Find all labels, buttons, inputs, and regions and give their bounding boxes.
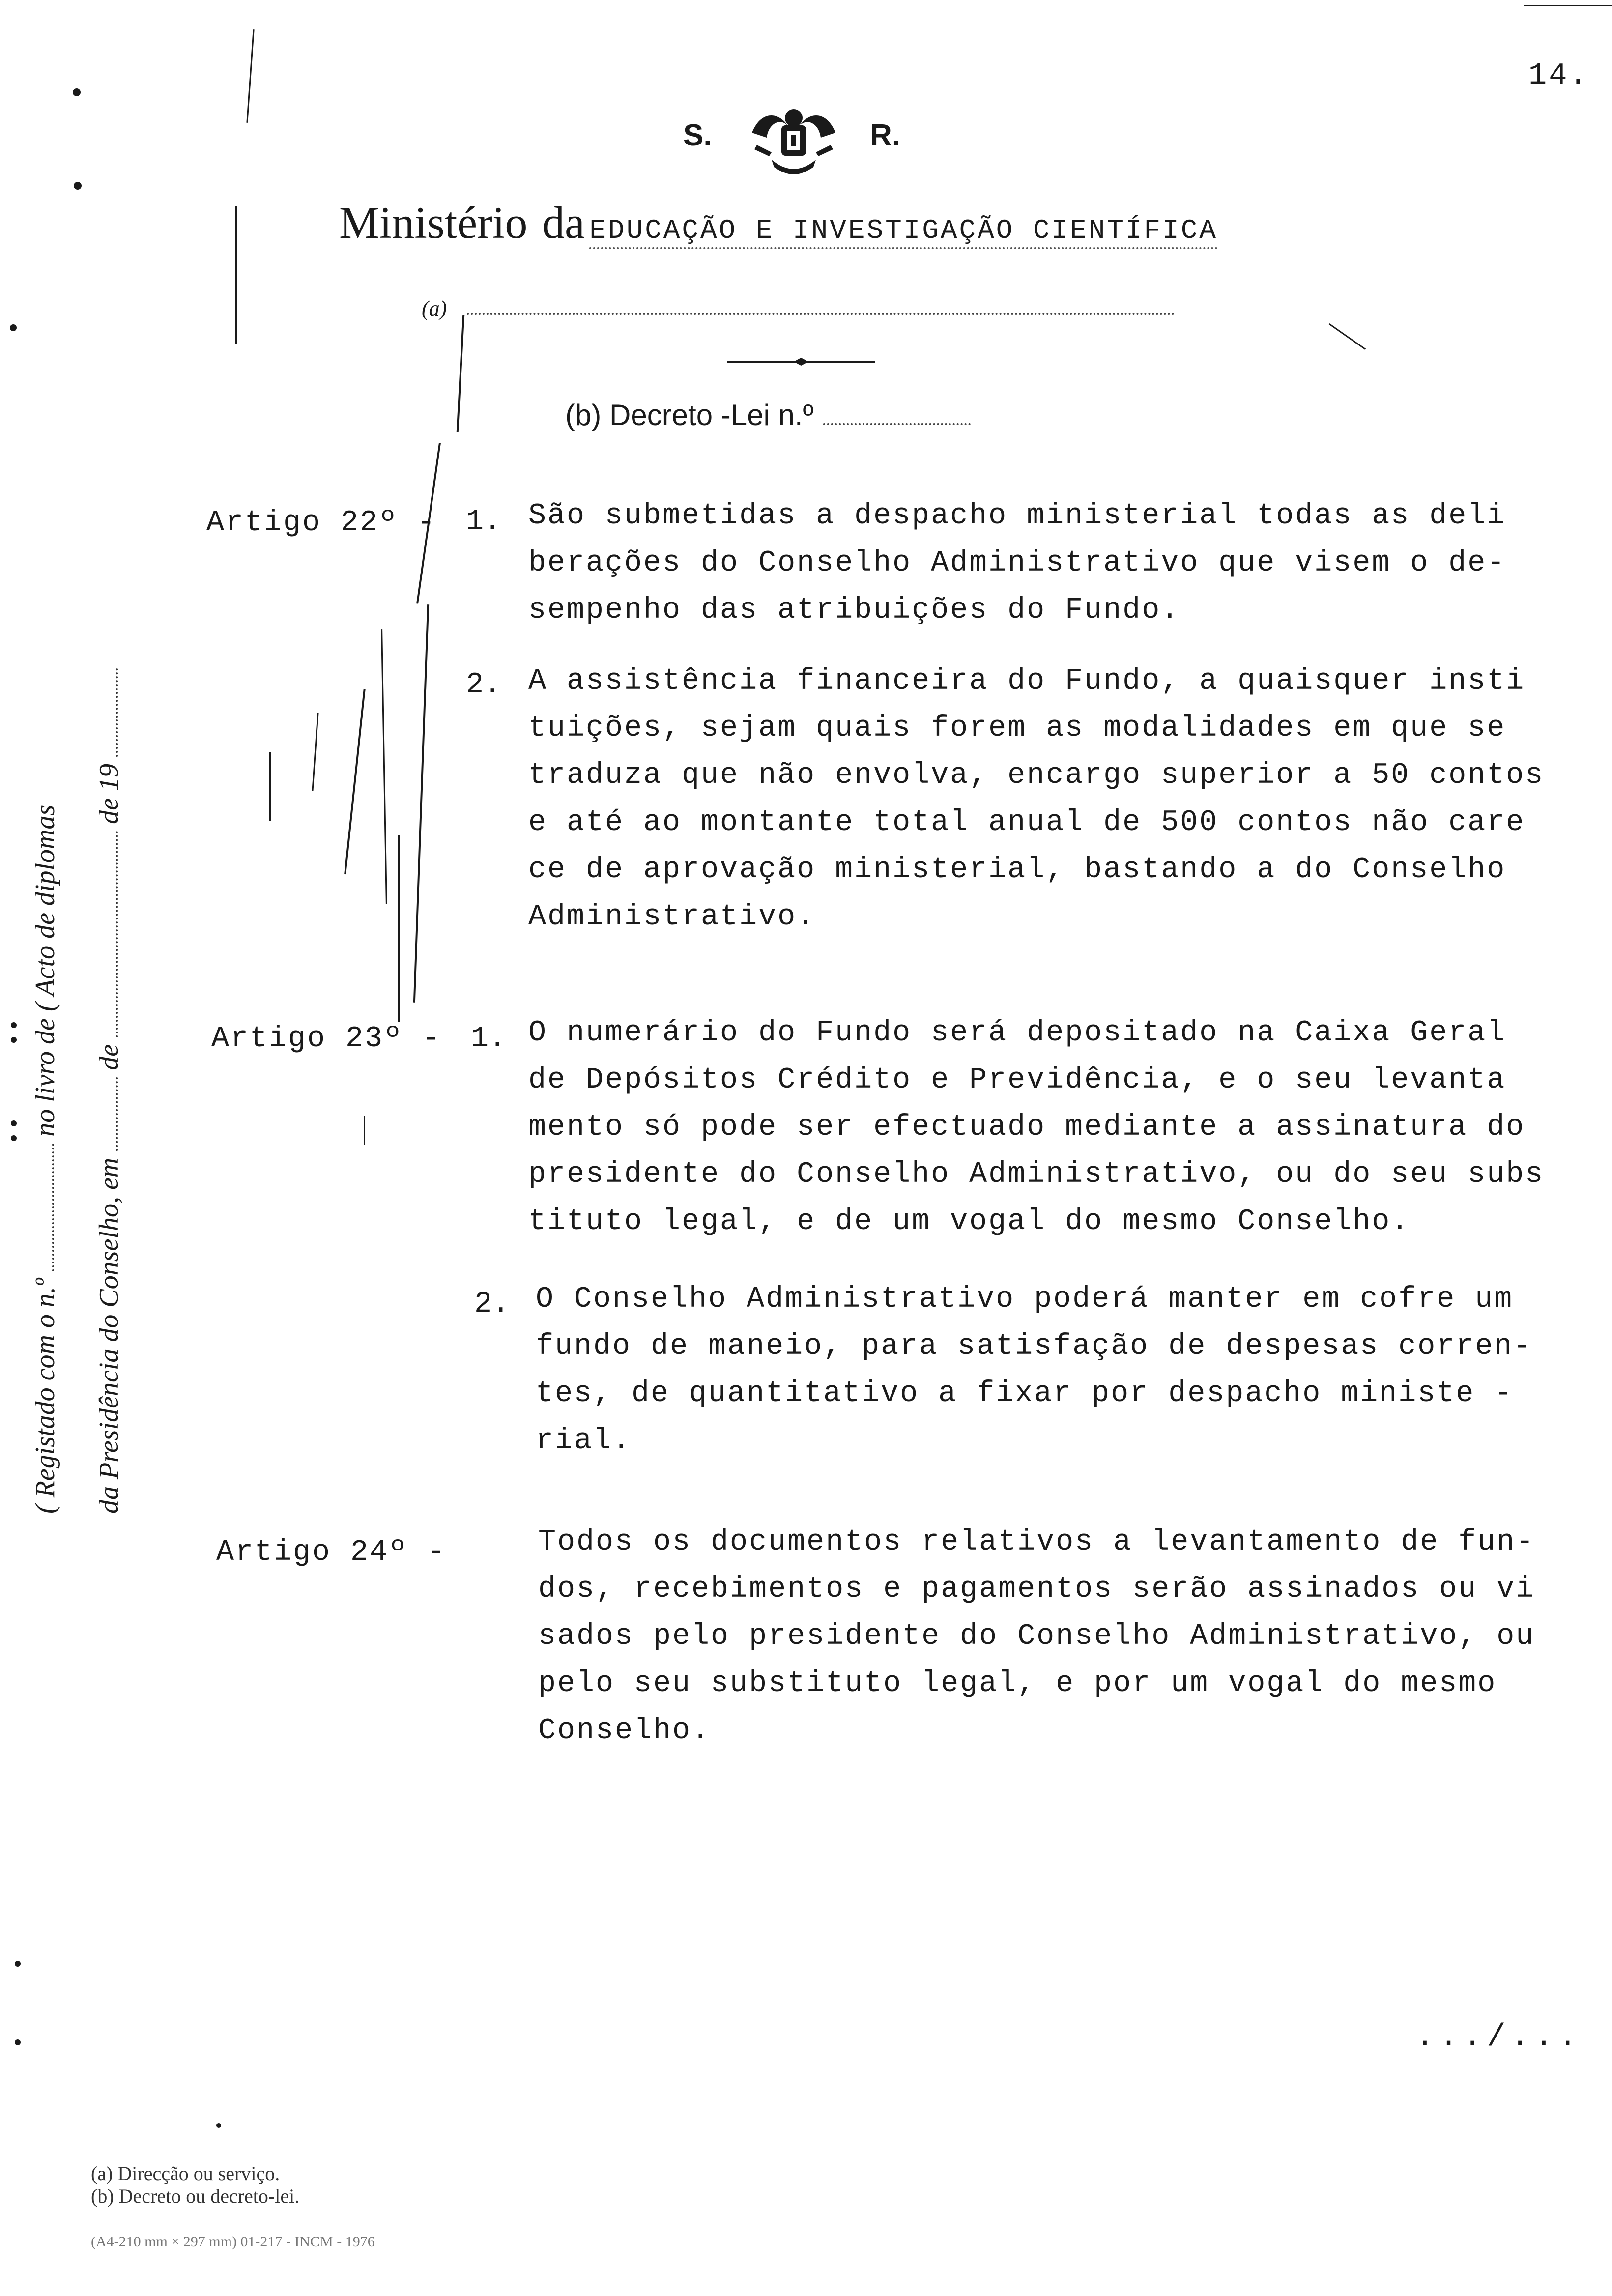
text-line: tes, de quantitativo a fixar por despacho ministe -	[536, 1377, 1514, 1410]
registration-margin	[29, 580, 177, 1514]
text-line: O Conselho Administrativo poderá manter em cofre um	[536, 1283, 1514, 1316]
text-line: tuições, sejam quais forem as modalidades em que se	[528, 712, 1506, 745]
text-line: Conselho.	[538, 1714, 711, 1748]
scan-mark	[235, 206, 237, 344]
text-line: e até ao montante total anual de 500 contos não care	[528, 806, 1526, 839]
scan-speck	[216, 2123, 221, 2128]
pen-mark	[344, 689, 366, 874]
page-number: 14.	[1528, 58, 1589, 93]
decree-dotted-line	[823, 418, 971, 425]
field-a-dotted-line	[467, 313, 1175, 315]
article-22-para-1-number: 1.	[466, 505, 502, 539]
article-23-para-2-number: 2.	[474, 1288, 510, 1321]
ministry-word: Ministério	[339, 198, 528, 248]
scan-mark	[1329, 323, 1366, 350]
decree-label: (b) Decreto -Lei n.º	[565, 399, 814, 431]
ministry-prefix: da	[542, 198, 585, 248]
ministry-name: EDUCAÇÃO E INVESTIGAÇÃO CIENTÍFICA	[589, 215, 1218, 249]
margin-dotted-field	[47, 1144, 54, 1271]
margin-dotted-field	[111, 668, 118, 757]
article-22-label: Artigo 22º -	[206, 506, 437, 540]
margin-line-2	[93, 580, 157, 1514]
article-24-label: Artigo 24º -	[216, 1536, 447, 1569]
scan-speck	[10, 324, 17, 331]
margin-book-label: no livro de ( Acto de diplomas	[30, 804, 60, 1137]
header-letter-s: S.	[683, 118, 712, 152]
header-letter-r: R.	[870, 118, 900, 152]
margin-de-label: de	[94, 1044, 124, 1070]
scan-speck	[11, 1022, 17, 1028]
text-line: Todos os documentos relativos a levantamento de fun-	[538, 1525, 1535, 1559]
field-a-label: (a)	[422, 296, 447, 320]
scan-speck	[15, 1961, 21, 1967]
margin-line-1	[29, 580, 93, 1514]
article-22-para-2	[528, 658, 1544, 941]
pen-mark	[398, 835, 400, 1022]
article-23-label: Artigo 23º -	[211, 1022, 442, 1056]
ministry-heading	[339, 197, 1218, 249]
pen-mark	[364, 1116, 365, 1145]
text-line: traduza que não envolva, encargo superior a 50 contos	[528, 759, 1545, 792]
pen-mark	[312, 713, 318, 791]
scan-speck	[11, 1135, 17, 1141]
scan-mark	[1524, 5, 1612, 6]
footnote-a: (a) Direcção ou serviço.	[91, 2162, 280, 2184]
pen-mark	[413, 604, 429, 1003]
text-line: mento só pode ser efectuado mediante a assinatura do	[528, 1111, 1526, 1144]
article-22-para-2-number: 2.	[466, 668, 502, 702]
text-line: de Depósitos Crédito e Previdência, e o seu levanta	[528, 1063, 1506, 1097]
text-line: sados pelo presidente do Conselho Administrativo, ou	[538, 1620, 1535, 1653]
pen-mark	[381, 629, 387, 904]
margin-presidency-label: da Presidência do Conselho, em	[94, 1157, 124, 1514]
text-line: tituto legal, e de um vogal do mesmo Conselho.	[528, 1205, 1410, 1238]
text-line: ce de aprovação ministerial, bastando a do Conselho	[528, 853, 1506, 887]
footnote-b: (b) Decreto ou decreto-lei.	[91, 2185, 300, 2207]
coat-of-arms-emblem	[742, 98, 845, 182]
scan-speck	[73, 88, 81, 96]
article-23-para-1-number: 1.	[471, 1022, 507, 1056]
scan-speck	[11, 1120, 17, 1126]
scan-speck	[74, 182, 82, 190]
text-line: berações do Conselho Administrativo que visem o de-	[528, 546, 1506, 580]
text-line: fundo de maneio, para satisfação de despesas corren-	[536, 1330, 1533, 1363]
scan-speck	[11, 1037, 17, 1043]
margin-dotted-field	[111, 831, 118, 1037]
text-line: dos, recebimentos e pagamentos serão assinados ou vi	[538, 1573, 1535, 1606]
text-line: rial.	[536, 1424, 632, 1458]
margin-registered-label: ( Registado com o n.º	[30, 1278, 60, 1514]
footnotes	[91, 2162, 299, 2208]
text-line: presidente do Conselho Administrativo, ou do seu subs	[528, 1158, 1545, 1191]
text-line: pelo seu substituto legal, e por um vogal do mesmo	[538, 1667, 1497, 1700]
decree-number-line	[565, 398, 971, 432]
article-23-para-1	[528, 1009, 1544, 1245]
article-24-text	[538, 1519, 1535, 1754]
continuation-mark: .../...	[1415, 2020, 1582, 2055]
divider-ornament	[727, 357, 875, 367]
state-header	[683, 98, 929, 182]
article-23-para-2	[536, 1276, 1532, 1464]
print-code: (A4-210 mm × 297 mm) 01-217 - INCM - 1976	[91, 2234, 375, 2250]
text-line: sempenho das atribuições do Fundo.	[528, 594, 1180, 627]
margin-dotted-field	[111, 1077, 118, 1151]
text-line: São submetidas a despacho ministerial todas as deli	[528, 499, 1506, 533]
pen-mark	[269, 752, 271, 821]
scan-mark	[246, 29, 254, 123]
article-22-para-1	[528, 492, 1506, 634]
text-line: Administrativo.	[528, 900, 816, 934]
text-line: A assistência financeira do Fundo, a quaisquer insti	[528, 664, 1526, 698]
pen-mark	[457, 315, 465, 432]
margin-year-label: de 19	[94, 764, 124, 824]
scan-speck	[15, 2039, 21, 2045]
text-line: O numerário do Fundo será depositado na Caixa Geral	[528, 1016, 1506, 1050]
